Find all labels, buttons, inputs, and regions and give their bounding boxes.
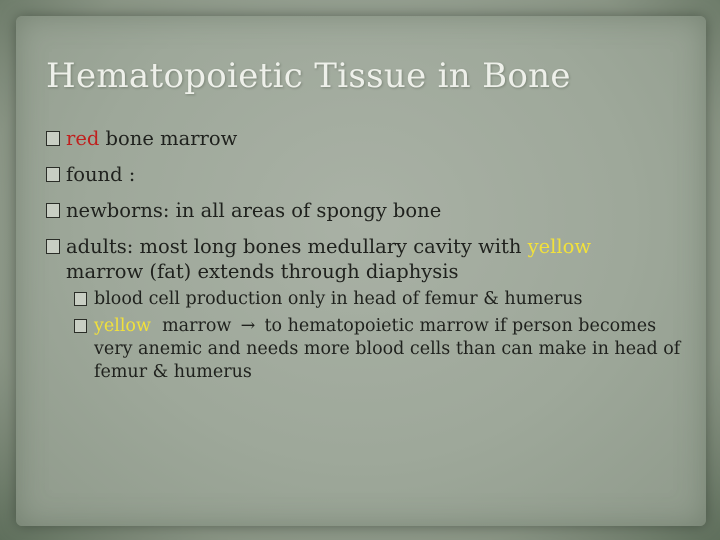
sub-bullet-blood-cell-production	[46, 288, 686, 311]
slide-body	[46, 126, 686, 384]
missing-glyph-bullet-icon	[46, 203, 60, 218]
bullet-text: found :	[66, 163, 136, 186]
missing-glyph-bullet-icon	[46, 167, 60, 182]
missing-glyph-bullet-icon	[74, 292, 87, 306]
red-word: red	[66, 127, 100, 150]
sub-bullet-yellow-marrow	[46, 315, 694, 384]
missing-glyph-bullet-icon	[46, 131, 60, 146]
slide-title: Hematopoietic Tissue in Bone	[46, 56, 571, 96]
bullet-red-bone-marrow	[46, 126, 686, 151]
sub-bullet-text: marrow	[150, 316, 237, 336]
yellow-word: yellow	[527, 235, 592, 258]
bullet-text: bone marrow	[99, 127, 238, 150]
bullet-adults	[46, 234, 686, 284]
yellow-word: yellow	[94, 316, 151, 336]
arrow-right-icon: →	[240, 316, 256, 336]
bullet-newborns	[46, 198, 686, 223]
bullet-text: adults: most long bones medullary cavity with	[66, 235, 528, 258]
missing-glyph-bullet-icon	[74, 319, 87, 333]
sub-bullet-text: blood cell production only in head of femur & humerus	[94, 289, 583, 309]
missing-glyph-bullet-icon	[46, 239, 60, 254]
bullet-continuation: marrow (fat) extends through diaphysis	[66, 260, 459, 283]
sub-bullet-text: to hematopoietic marrow if person becomes very anemic and needs more blood cells than can make in head of femur & humerus	[94, 316, 681, 382]
bullet-found	[46, 162, 686, 187]
bullet-text: newborns: in all areas of spongy bone	[66, 199, 442, 222]
